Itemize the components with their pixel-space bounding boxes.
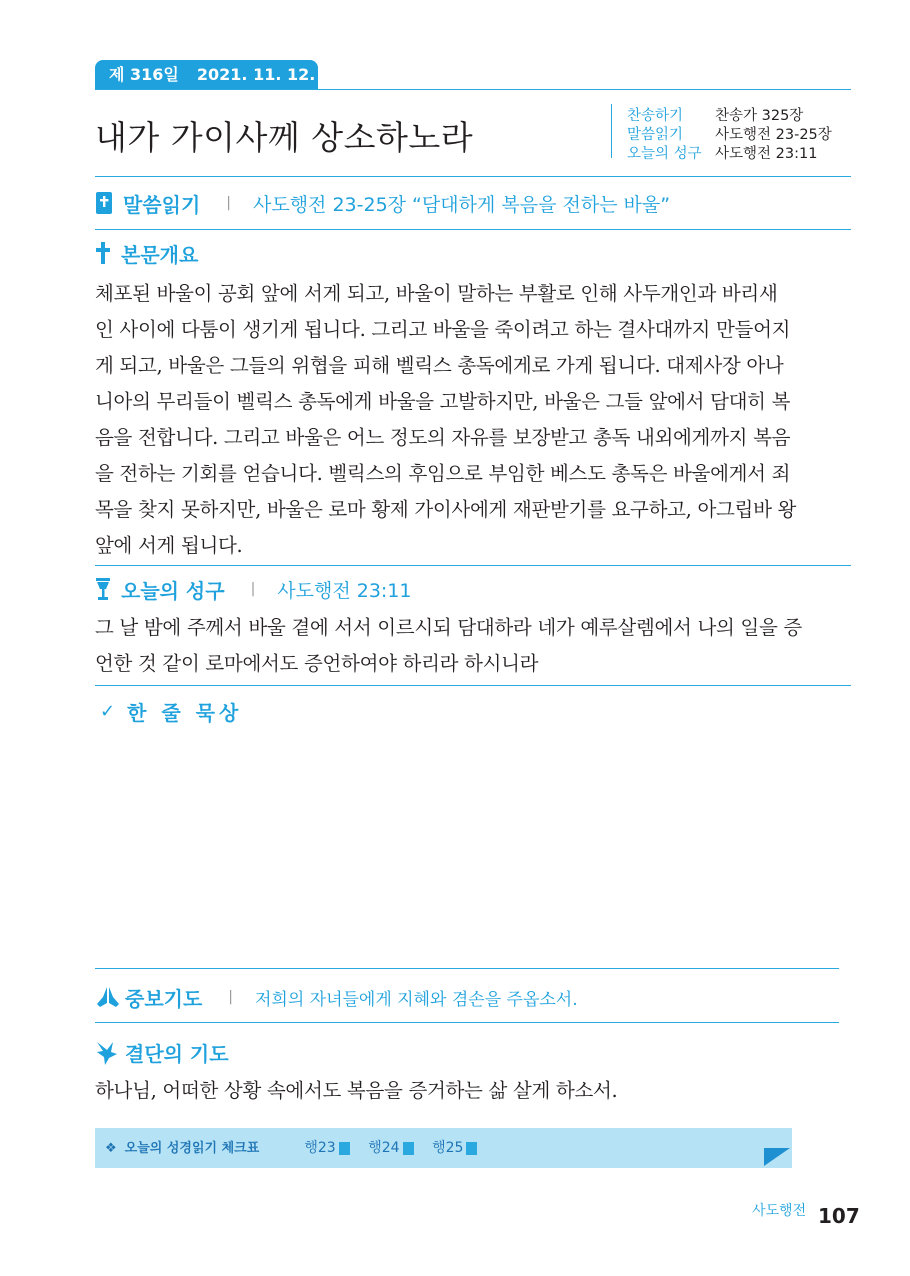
resolution-title: 결단의 기도 xyxy=(125,1041,229,1066)
footer-book: 사도행전 xyxy=(752,1203,807,1219)
rule xyxy=(95,176,851,177)
verse-reference: 사도행전 23:11 xyxy=(277,579,412,602)
checklist-item[interactable] xyxy=(432,1140,477,1156)
text-line: 목을 찾지 못하지만, 바울은 로마 황제 가이사에게 재판받기를 요구하고, 아그립바 왕 xyxy=(95,498,797,521)
checklist-item-label: 행24 xyxy=(368,1140,400,1156)
bible-icon xyxy=(95,191,113,215)
date-text: 2021. 11. 12. 금 xyxy=(196,65,337,84)
text-line: 인 사이에 다툼이 생기게 됩니다. 그리고 바울을 죽이려고 하는 결사대까지 만들어지 xyxy=(95,318,791,341)
summary-text xyxy=(95,276,865,564)
text-line: 게 되고, 바울은 그들의 위협을 피해 벨릭스 총독에게로 가게 됩니다. 대제사장 아나 xyxy=(95,354,784,377)
text-line: 니아의 무리들이 벨릭스 총독에게 바울을 고발하지만, 바울은 그들 앞에서 담대히 복 xyxy=(95,390,791,413)
rule xyxy=(95,565,851,566)
checklist-item-label: 행25 xyxy=(432,1140,464,1156)
text-line: 그 날 밤에 주께서 바울 곁에 서서 이르시되 담대하라 네가 예루살렘에서 나의 일을 증 xyxy=(95,616,802,639)
cross-icon xyxy=(95,241,111,265)
text-line: 음을 전합니다. 그리고 바울은 어느 정도의 자유를 보장받고 총독 내외에게까지 복음 xyxy=(95,426,791,449)
separator: | xyxy=(226,195,231,211)
rule xyxy=(95,685,851,686)
checklist-item[interactable] xyxy=(368,1140,413,1156)
meta-label: 말씀읽기 xyxy=(627,127,684,143)
text-line: 체포된 바울이 공회 앞에 서게 되고, 바울이 말하는 부활로 인해 사두개인과 바리새 xyxy=(95,282,778,305)
header-top-rule xyxy=(95,89,851,90)
checkmark-icon: ✓ xyxy=(100,700,116,722)
meta-divider xyxy=(611,104,612,158)
meta-value: 사도행전 23:11 xyxy=(715,146,818,162)
verse-title: 오늘의 성구 xyxy=(121,578,225,603)
text-line: 을 전하는 기회를 얻습니다. 벨릭스의 후임으로 부임한 베스도 총독은 바울에게서 죄 xyxy=(95,462,791,485)
intercession-text: 저희의 자녀들에게 지혜와 겸손을 주옵소서. xyxy=(255,989,578,1010)
meta-reading xyxy=(627,125,832,145)
rule xyxy=(95,229,851,230)
meditation-title: 한 줄 묵상 xyxy=(127,700,243,725)
checkbox[interactable] xyxy=(466,1142,477,1155)
summary-title: 본문개요 xyxy=(121,242,199,267)
page-title: 내가 가이사께 상소하노라 xyxy=(95,118,474,157)
checklist-item-label: 행23 xyxy=(304,1140,336,1156)
text-line: 앞에 서게 됩니다. xyxy=(95,534,243,557)
intercession-header xyxy=(95,984,578,1010)
rule xyxy=(95,1022,839,1023)
checklist-title: 오늘의 성경읽기 체크표 xyxy=(124,1141,260,1156)
verse-header xyxy=(95,576,412,602)
rule xyxy=(95,968,839,969)
praying-hands-icon xyxy=(95,985,121,1009)
meta-verse xyxy=(627,144,817,164)
page-number: 107 xyxy=(818,1204,860,1228)
dove-icon xyxy=(95,1038,119,1066)
meditation-writing-area[interactable] xyxy=(95,730,851,960)
reading-subtitle: 사도행전 23-25장 “담대하게 복음을 전하는 바울” xyxy=(253,193,671,216)
meta-value: 사도행전 23-25장 xyxy=(715,127,832,143)
day-number: 제 316일 xyxy=(109,65,179,84)
chalice-icon xyxy=(95,577,111,601)
meta-label: 오늘의 성구 xyxy=(627,146,702,162)
diamond-icon: ❖ xyxy=(105,1141,117,1156)
separator: | xyxy=(250,581,256,597)
bible-reading-checklist xyxy=(95,1128,792,1168)
reading-header xyxy=(95,190,670,216)
meditation-header xyxy=(100,698,242,724)
meta-label: 찬송하기 xyxy=(627,108,684,124)
separator: | xyxy=(228,989,233,1005)
meta-hymn xyxy=(627,106,803,126)
intercession-title: 중보기도 xyxy=(125,986,203,1011)
summary-header xyxy=(95,240,198,266)
page-fold-icon xyxy=(762,1146,792,1168)
meta-value: 찬송가 325장 xyxy=(715,108,804,124)
checkbox[interactable] xyxy=(339,1142,350,1155)
date-tab xyxy=(95,60,337,90)
verse-text xyxy=(95,610,865,682)
reading-title: 말씀읽기 xyxy=(123,192,201,217)
resolution-header xyxy=(95,1037,229,1067)
checklist-item[interactable] xyxy=(304,1140,349,1156)
checklist-content xyxy=(105,1128,477,1168)
checkbox[interactable] xyxy=(403,1142,414,1155)
resolution-text: 하나님, 어떠한 상황 속에서도 복음을 증거하는 삶 살게 하소서. xyxy=(95,1079,618,1102)
text-line: 언한 것 같이 로마에서도 증언하여야 하리라 하시니라 xyxy=(95,652,539,675)
